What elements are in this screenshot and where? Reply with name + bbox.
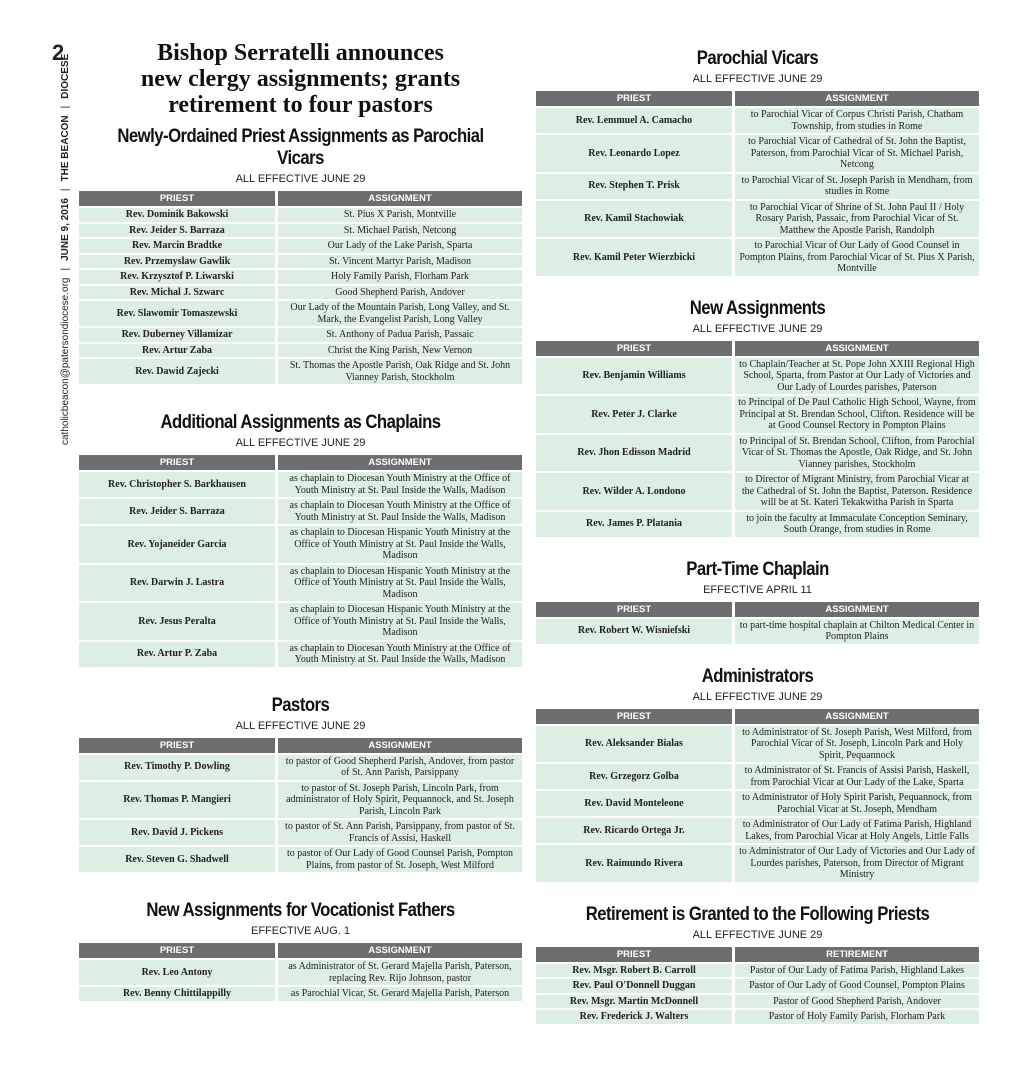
section-title: New Assignments for Vocationist Fathers [146,900,455,921]
section-title: Pastors [271,694,330,716]
priest-name: Rev. Marcin Bradtke [79,239,275,253]
priest-name: Rev. Aleksander Bialas [536,726,732,763]
table-row [536,964,979,978]
table-row [79,847,522,872]
assignment-text: to Parochial Vicar of Our Lady of Good Counsel in Pompton Plains, from Parochial Vicar of St. Pius X Parish, Montville [732,239,979,276]
table-row [79,344,522,358]
column-header-priest: PRIEST [536,91,732,106]
table-row [79,255,522,269]
assignment-text: Pastor of Good Shepherd Parish, Andover [732,995,979,1009]
column-header-assignment: RETIREMENT [732,947,979,962]
priest-name: Rev. Artur Zaba [79,344,275,358]
priest-name: Rev. Lemmuel A. Camacho [536,108,732,133]
priest-name: Rev. Timothy P. Dowling [79,755,275,780]
assignment-text: Christ the King Parish, New Vernon [275,344,522,358]
section-effective: ALL EFFECTIVE JUNE 29 [692,322,823,335]
section-new-assignments [536,298,979,539]
assignment-text: to Administrator of Holy Spirit Parish, Pequannock, from Parochial Vicar at St. Joseph, Mendham [732,791,979,816]
table-row [79,208,522,222]
table-row [79,359,522,384]
table-row [79,472,522,497]
priest-name: Rev. Robert W. Wisniefski [536,619,732,644]
section-effective: ALL EFFECTIVE JUNE 29 [235,719,366,732]
side-section: DIOCESE [60,53,71,99]
priest-name: Rev. Frederick J. Walters [536,1010,732,1024]
section-administrators [536,666,979,884]
section-retirement [536,904,979,1026]
assignment-table [536,707,979,884]
column-header-assignment: ASSIGNMENT [732,709,979,724]
assignment-text: St. Pius X Parish, Montville [275,208,522,222]
column-header-assignment: ASSIGNMENT [275,738,522,753]
priest-name: Rev. Thomas P. Mangieri [79,782,275,819]
priest-name: Rev. Yojaneider Garcia [79,526,275,563]
assignment-text: to Chaplain/Teacher at St. Pope John XXIII Regional High School, Sparta, from Pastor at Our Lady of Victories and Our Lady of Lourdes parishes, Paterson [732,358,979,395]
priest-name: Rev. Jhon Edisson Madrid [536,435,732,472]
priest-name: Rev. Przemyslaw Gawlik [79,255,275,269]
priest-name: Rev. David Monteleone [536,791,732,816]
table-row [79,224,522,238]
table-row [536,108,979,133]
assignment-text: to pastor of St. Ann Parish, Parsippany, from pastor of St. Francis of Assisi, Haskell [275,820,522,845]
table-row [79,526,522,563]
assignment-text: St. Michael Parish, Netcong [275,224,522,238]
table-row [536,396,979,433]
assignment-text: Our Lady of the Lake Parish, Sparta [275,239,522,253]
table-row [536,995,979,1009]
section-pastors [79,695,522,875]
assignment-table [79,941,522,1003]
priest-name: Rev. James P. Platania [536,512,732,537]
assignment-text: Pastor of Holy Family Parish, Florham Park [732,1010,979,1024]
side-info [60,54,71,445]
assignment-text: to pastor of Our Lady of Good Counsel Parish, Pompton Plains, from pastor of St. Joseph, West Milford [275,847,522,872]
table-row [79,642,522,667]
priest-name: Rev. Grzegorz Golba [536,764,732,789]
column-header-priest: PRIEST [79,455,275,470]
assignment-text: St. Vincent Martyr Parish, Madison [275,255,522,269]
assignment-table [536,945,979,1026]
table-row [536,201,979,238]
page-number: 2 [52,40,65,65]
table-row [79,565,522,602]
priest-name: Rev. Dominik Bakowski [79,208,275,222]
side-email: catholicbeacon@patersondiocese.org [60,277,71,445]
table-row [536,1010,979,1024]
assignment-text: as chaplain to Diocesan Hispanic Youth Ministry at the Office of Youth Ministry at St. Paul Inside the Walls, Madison [275,565,522,602]
assignment-text: Holy Family Parish, Florham Park [275,270,522,284]
table-row [79,782,522,819]
table-row [79,603,522,640]
assignment-text: as chaplain to Diocesan Hispanic Youth Ministry at the Office of Youth Ministry at St. Paul Inside the Walls, Madison [275,603,522,640]
table-row [536,845,979,882]
priest-name: Rev. Darwin J. Lastra [79,565,275,602]
assignment-text: as chaplain to Diocesan Youth Ministry at the Office of Youth Ministry at St. Paul Inside the Walls, Madison [275,642,522,667]
priest-name: Rev. Leo Antony [79,960,275,985]
table-row [536,174,979,199]
table-row [536,979,979,993]
table-row [79,820,522,845]
table-row [79,239,522,253]
table-row [79,270,522,284]
column-header-priest: PRIEST [79,943,275,958]
assignment-table [536,89,979,278]
priest-name: Rev. Msgr. Robert B. Carroll [536,964,732,978]
section-effective: ALL EFFECTIVE JUNE 29 [235,437,366,449]
priest-name: Rev. Peter J. Clarke [536,396,732,433]
table-row [536,512,979,537]
assignment-table [536,339,979,539]
section-effective: ALL EFFECTIVE JUNE 29 [235,173,366,185]
priest-name: Rev. Leonardo Lopez [536,135,732,172]
assignment-text: Pastor of Our Lady of Fatima Parish, Highland Lakes [732,964,979,978]
priest-name: Rev. Kamil Peter Wierzbicki [536,239,732,276]
section-chaplains [79,412,522,669]
table-row [536,764,979,789]
section-title: Administrators [701,665,814,687]
assignment-text: Our Lady of the Mountain Parish, Long Valley, and St. Mark, the Evangelist Parish, Long Valley [275,301,522,326]
assignment-text: to join the faculty at Immaculate Conception Seminary, South Orange, from studies in Rome [732,512,979,537]
assignment-table [79,736,522,875]
side-separator-2: | [60,188,71,192]
priest-name: Rev. Duberney Villamizar [79,328,275,342]
assignment-text: as Parochial Vicar, St. Gerard Majella Parish, Paterson [275,987,522,1001]
assignment-table [536,600,979,646]
assignment-text: to Administrator of St. Joseph Parish, West Milford, from Parochial Vicar of St. Joseph, Lincoln Park and Holy Spirit, Pequannock [732,726,979,763]
table-row [79,755,522,780]
assignment-text: to Administrator of St. Francis of Assisi Parish, Haskell, from Parochial Vicar at Our Lady of the Lake, Sparta [732,764,979,789]
priest-name: Rev. Msgr. Martin McDonnell [536,995,732,1009]
section-title: Newly-Ordained Priest Assignments as Parochial Vicars [117,126,484,169]
section-vocationist [79,900,522,1003]
assignment-text: St. Thomas the Apostle Parish, Oak Ridge and St. John Vianney Parish, Stockholm [275,359,522,384]
priest-name: Rev. Jeider S. Barraza [79,499,275,524]
table-row [536,358,979,395]
section-effective: EFFECTIVE APRIL 11 [703,583,812,596]
assignment-text: as Administrator of St. Gerard Majella Parish, Paterson, replacing Rev. Rijo Johnson, pastor [275,960,522,985]
assignment-text: to Parochial Vicar of St. Joseph Parish in Mendham, from studies in Rome [732,174,979,199]
table-row [536,435,979,472]
priest-name: Rev. Steven G. Shadwell [79,847,275,872]
side-separator-1: | [60,267,71,271]
assignment-text: as chaplain to Diocesan Youth Ministry at the Office of Youth Ministry at St. Paul Inside the Walls, Madison [275,499,522,524]
assignment-text: to Administrator of Our Lady of Fatima Parish, Highland Lakes, from Parochial Vicar at Holy Angels, Little Falls [732,818,979,843]
side-separator-3: | [60,105,71,109]
assignment-text: to Principal of St. Brendan School, Clifton, from Parochial Vicar of St. Thomas the Apostle, Oak Ridge, and St. John Vianney parishes, Stockholm [732,435,979,472]
assignment-text: to pastor of St. Joseph Parish, Lincoln Park, from administrator of Holy Spirit, Pequannock, and St. Joseph Parish, Lincoln Park [275,782,522,819]
table-row [79,328,522,342]
table-row [79,987,522,1001]
assignment-text: to Director of Migrant Ministry, from Parochial Vicar at the Cathedral of St. John the Baptist, Paterson. Residence will be at St. Kateri Tekakwitha Parish in Sparta [732,473,979,510]
assignment-text: as chaplain to Diocesan Youth Ministry at the Office of Youth Ministry at St. Paul Inside the Walls, Madison [275,472,522,497]
priest-name: Rev. Paul O'Donnell Duggan [536,979,732,993]
section-newly-ordained [79,126,522,386]
assignment-text: St. Anthony of Padua Parish, Passaic [275,328,522,342]
priest-name: Rev. David J. Pickens [79,820,275,845]
section-title: Additional Assignments as Chaplains [160,412,441,433]
priest-name: Rev. Wilder A. Londono [536,473,732,510]
column-header-assignment: ASSIGNMENT [275,943,522,958]
column-header-assignment: ASSIGNMENT [732,602,979,617]
side-date: JUNE 9, 2016 [60,198,71,261]
priest-name: Rev. Ricardo Ortega Jr. [536,818,732,843]
section-effective: ALL EFFECTIVE JUNE 29 [692,928,823,941]
priest-name: Rev. Benjamin Williams [536,358,732,395]
table-row [536,726,979,763]
section-title: New Assignments [689,297,826,319]
priest-name: Rev. Artur P. Zaba [79,642,275,667]
table-row [536,818,979,843]
column-header-assignment: ASSIGNMENT [275,191,522,206]
column-header-priest: PRIEST [79,738,275,753]
column-header-priest: PRIEST [536,947,732,962]
assignment-text: to pastor of Good Shepherd Parish, Andover, from pastor of St. Ann Parish, Parsippany [275,755,522,780]
headline: Bishop Serratelli announces new clergy assignments; grants retirement to four pastors [140,40,461,118]
section-part-time-chaplain [536,559,979,646]
table-row [536,135,979,172]
assignment-table [79,189,522,386]
assignment-text: Good Shepherd Parish, Andover [275,286,522,300]
column-header-priest: PRIEST [79,191,275,206]
assignment-text: to Parochial Vicar of Corpus Christi Parish, Chatham Township, from studies in Rome [732,108,979,133]
priest-name: Rev. Jeider S. Barraza [79,224,275,238]
priest-name: Rev. Michal J. Szwarc [79,286,275,300]
assignment-text: to Parochial Vicar of Shrine of St. John Paul II / Holy Rosary Parish, Passaic, from Parochial Vicar of St. Matthew the Apostle Parish, Randolph [732,201,979,238]
column-header-assignment: ASSIGNMENT [275,455,522,470]
assignment-text: to part-time hospital chaplain at Chilton Medical Center in Pompton Plains [732,619,979,644]
priest-name: Rev. Christopher S. Barkhausen [79,472,275,497]
priest-name: Rev. Kamil Stachowiak [536,201,732,238]
section-title: Parochial Vicars [696,48,819,69]
table-row [536,473,979,510]
priest-name: Rev. Benny Chittilappilly [79,987,275,1001]
table-row [79,286,522,300]
assignment-text: Pastor of Our Lady of Good Counsel, Pompton Plains [732,979,979,993]
priest-name: Rev. Stephen T. Prisk [536,174,732,199]
priest-name: Rev. Jesus Peralta [79,603,275,640]
section-title: Part-Time Chaplain [686,558,829,580]
priest-name: Rev. Dawid Zajecki [79,359,275,384]
column-header-assignment: ASSIGNMENT [732,91,979,106]
priest-name: Rev. Slawomir Tomaszewski [79,301,275,326]
assignment-table [79,453,522,669]
table-row [79,960,522,985]
assignment-text: to Principal of De Paul Catholic High School, Wayne, from Principal at St. Brendan School, Clifton. Residence will be at Good Counsel Rectory in Pompton Plains [732,396,979,433]
assignment-text: to Parochial Vicar of Cathedral of St. John the Baptist, Paterson, from Parochial Vicar of St. Michael Parish, Netcong [732,135,979,172]
table-row [536,239,979,276]
assignment-text: as chaplain to Diocesan Hispanic Youth Ministry at the Office of Youth Ministry at St. Paul Inside the Walls, Madison [275,526,522,563]
priest-name: Rev. Raimundo Rivera [536,845,732,882]
section-title: Retirement is Granted to the Following Priests [585,903,930,925]
table-row [536,619,979,644]
right-column [536,48,979,1026]
column-header-priest: PRIEST [536,341,732,356]
column-header-priest: PRIEST [536,709,732,724]
section-effective: EFFECTIVE AUG. 1 [250,925,351,937]
left-column [79,40,522,1003]
section-effective: ALL EFFECTIVE JUNE 29 [692,73,823,85]
assignment-text: to Administrator of Our Lady of Victories and Our Lady of Lourdes parishes, Paterson, from Director of Migrant Ministry [732,845,979,882]
side-paper: THE BEACON [60,115,71,182]
column-header-assignment: ASSIGNMENT [732,341,979,356]
table-row [79,499,522,524]
section-effective: ALL EFFECTIVE JUNE 29 [692,690,823,703]
section-parochial-vicars [536,48,979,278]
table-row [536,791,979,816]
column-header-priest: PRIEST [536,602,732,617]
priest-name: Rev. Krzysztof P. Liwarski [79,270,275,284]
table-row [79,301,522,326]
